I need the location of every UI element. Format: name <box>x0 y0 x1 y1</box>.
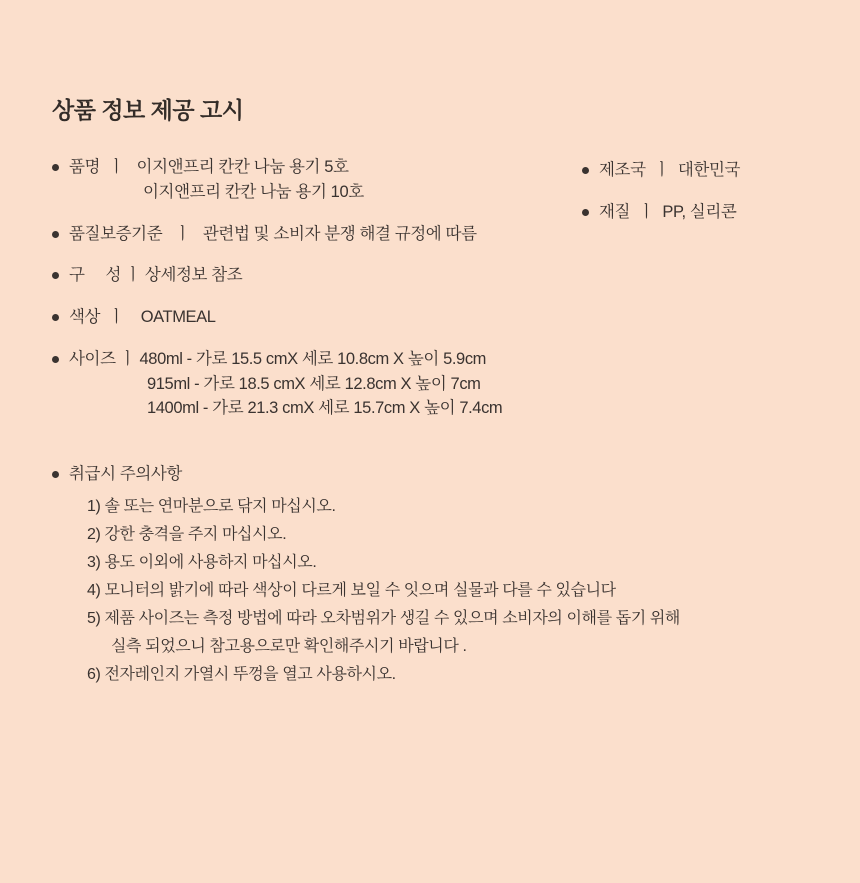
info-row-product-name <box>52 155 582 205</box>
info-columns <box>52 155 820 438</box>
list-item <box>69 661 820 689</box>
info-row-body <box>599 200 820 225</box>
info-line: 품명 ㅣ 이지앤프리 칸칸 나눔 용기 5호 <box>69 158 349 176</box>
caution-item-text: 3) 용도 이외에 사용하지 마십시오. <box>87 553 317 571</box>
info-line: 구 성 ㅣ 상세정보 참조 <box>69 266 243 285</box>
caution-item-text: 4) 모니터의 밝기에 따라 색상이 다르게 보일 수 잇으며 실물과 다를 수 있습니다 <box>87 581 616 599</box>
bullet-icon <box>52 471 59 478</box>
info-line: 사이즈 ㅣ 480ml - 가로 15.5 cmX 세로 10.8cm X 높이 5.9cm <box>69 349 487 368</box>
info-line: 915ml - 가로 18.5 cmX 세로 12.8cm X 높이 7cm <box>147 374 481 393</box>
caution-item-text: 5) 제품 사이즈는 측정 방법에 따라 오차범위가 생길 수 있으며 소비자의 이해를 돕기 위해 <box>87 609 680 627</box>
info-row-material <box>582 200 820 225</box>
info-row-body <box>599 158 820 183</box>
info-line: 재질 ㅣ PP, 실리콘 <box>599 202 737 221</box>
caution-body <box>69 462 820 689</box>
info-line: 제조국 ㅣ 대한민국 <box>599 161 741 179</box>
info-column-left <box>52 155 582 438</box>
bullet-icon <box>52 356 59 363</box>
list-item <box>69 521 820 549</box>
caution-item-continuation: 실측 되었으니 참고용으로만 확인해주시기 바랍니다 . <box>111 637 467 655</box>
info-line: 품질보증기준 ㅣ 관련법 및 소비자 분쟁 해결 규정에 따름 <box>69 224 477 243</box>
bullet-icon <box>52 314 59 321</box>
info-row-country-of-origin <box>582 158 820 183</box>
bullet-icon <box>52 272 59 279</box>
page-title: 상품 정보 제공 고시 <box>52 97 244 123</box>
caution-heading: 취급시 주의사항 <box>69 465 182 483</box>
info-row-color <box>52 305 582 330</box>
info-line: 색상 ㅣ OATMEAL <box>69 308 216 326</box>
info-row-quality-warranty <box>52 222 582 247</box>
list-item <box>69 549 820 577</box>
info-row-body <box>69 155 582 205</box>
bullet-icon <box>52 231 59 238</box>
caution-item-text: 1) 솔 또는 연마분으로 닦지 마십시오. <box>87 497 336 515</box>
bullet-icon <box>582 209 589 216</box>
info-row-body <box>69 222 582 247</box>
bullet-icon <box>582 167 589 174</box>
caution-item-text: 2) 강한 충격을 주지 마십시오. <box>87 525 287 543</box>
list-item <box>69 577 820 605</box>
info-row-body <box>69 305 582 330</box>
info-row-body <box>69 347 582 421</box>
bullet-icon <box>52 164 59 171</box>
info-row-composition <box>52 263 582 288</box>
info-row-body <box>69 263 582 288</box>
info-column-right <box>582 155 820 242</box>
info-row-size <box>52 347 582 421</box>
info-line: 1400ml - 가로 21.3 cmX 세로 15.7cm X 높이 7.4cm <box>147 399 503 418</box>
list-item <box>69 605 820 661</box>
caution-list <box>69 493 820 689</box>
list-item <box>69 493 820 521</box>
caution-item-text: 6) 전자레인지 가열시 뚜껑을 열고 사용하시오. <box>87 665 396 683</box>
caution-section <box>52 462 820 689</box>
info-line: 이지앤프리 칸칸 나눔 용기 10호 <box>143 182 364 201</box>
caution-heading-row <box>52 462 820 689</box>
